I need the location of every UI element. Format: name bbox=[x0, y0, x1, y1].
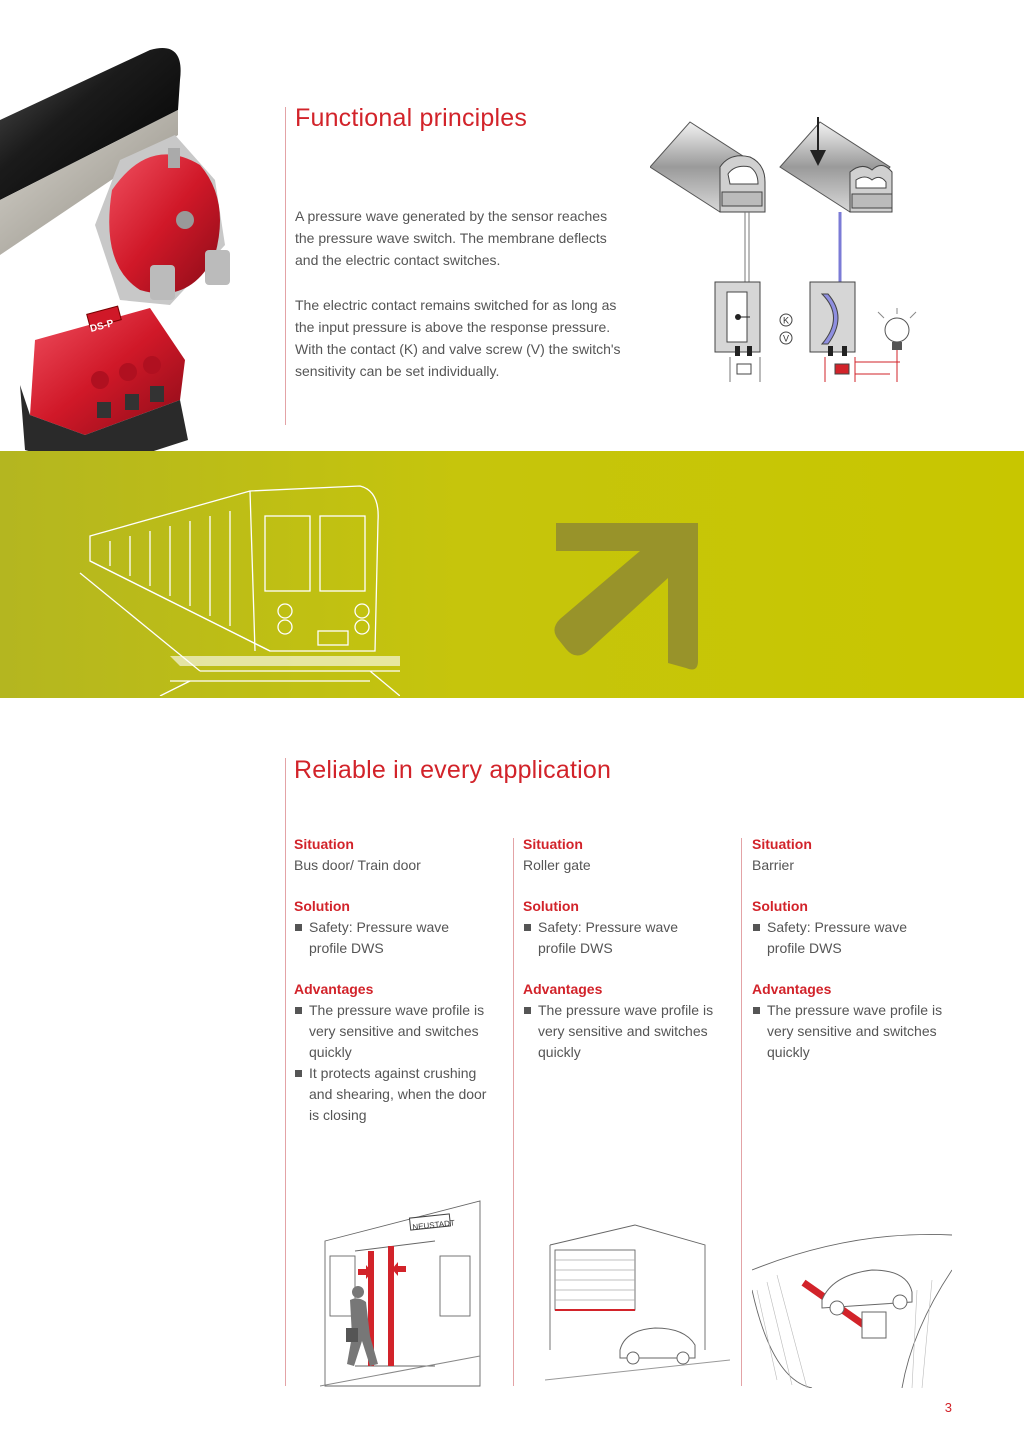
advantage-item: The pressure wave profile is very sensitive and switches quickly bbox=[523, 1000, 718, 1063]
advantages-label: Advantages bbox=[294, 981, 374, 997]
solution-label: Solution bbox=[523, 898, 579, 914]
solution-label: Solution bbox=[752, 898, 808, 914]
situation-label: Situation bbox=[523, 836, 583, 852]
advantage-item: It protects against crushing and shearing, when the door is closing bbox=[294, 1063, 489, 1126]
advantages-label: Advantages bbox=[523, 981, 603, 997]
advantages-label: Advantages bbox=[752, 981, 832, 997]
advantage-item: The pressure wave profile is very sensitive and switches quickly bbox=[294, 1000, 489, 1063]
column-divider-1 bbox=[513, 838, 514, 1386]
train-banner bbox=[0, 451, 1024, 698]
functional-paragraph-1: A pressure wave generated by the sensor reaches the pressure wave switch. The membrane deflects and the electric contact switches. bbox=[295, 208, 608, 268]
functional-paragraph-2: The electric contact remains switched for as long as the input pressure is above the response pressure. With the contact (K) and valve screw (V) the switch's sensitivity can be set individually. bbox=[295, 297, 621, 379]
situation-value: Barrier bbox=[752, 857, 795, 873]
solution-label: Solution bbox=[294, 898, 350, 914]
arrow-up-right-icon bbox=[548, 523, 708, 673]
product-label: DS-P bbox=[88, 318, 115, 335]
functional-principles-title: Functional principles bbox=[295, 104, 528, 132]
situation-label: Situation bbox=[752, 836, 812, 852]
product-photo bbox=[0, 40, 240, 480]
diagram-label-v: V bbox=[782, 333, 790, 344]
train-illustration bbox=[70, 481, 400, 696]
application-column-barrier bbox=[752, 834, 947, 1083]
situation-label: Situation bbox=[294, 836, 354, 852]
advantage-item: The pressure wave profile is very sensitive and switches quickly bbox=[752, 1000, 947, 1063]
application-column-bus-door bbox=[294, 834, 489, 1146]
barrier-illustration bbox=[752, 1230, 952, 1388]
pressure-switch-diagram bbox=[650, 112, 930, 387]
application-column-roller-gate bbox=[523, 834, 718, 1083]
solution-item: Safety: Pressure wave profile DWS bbox=[752, 917, 947, 959]
diagram-label-k: K bbox=[782, 315, 790, 326]
solution-item: Safety: Pressure wave profile DWS bbox=[523, 917, 718, 959]
solution-item: Safety: Pressure wave profile DWS bbox=[294, 917, 489, 959]
situation-value: Bus door/ Train door bbox=[294, 857, 421, 873]
page-number: 3 bbox=[944, 1400, 952, 1415]
section-divider-2 bbox=[285, 758, 286, 1386]
train-door-illustration bbox=[320, 1196, 485, 1388]
column-divider-2 bbox=[741, 838, 742, 1386]
destination-sign: NEUSTADT bbox=[411, 1218, 456, 1232]
situation-value: Roller gate bbox=[523, 857, 591, 873]
roller-gate-illustration bbox=[545, 1220, 730, 1388]
section-divider bbox=[285, 107, 286, 425]
reliable-title: Reliable in every application bbox=[294, 756, 612, 784]
